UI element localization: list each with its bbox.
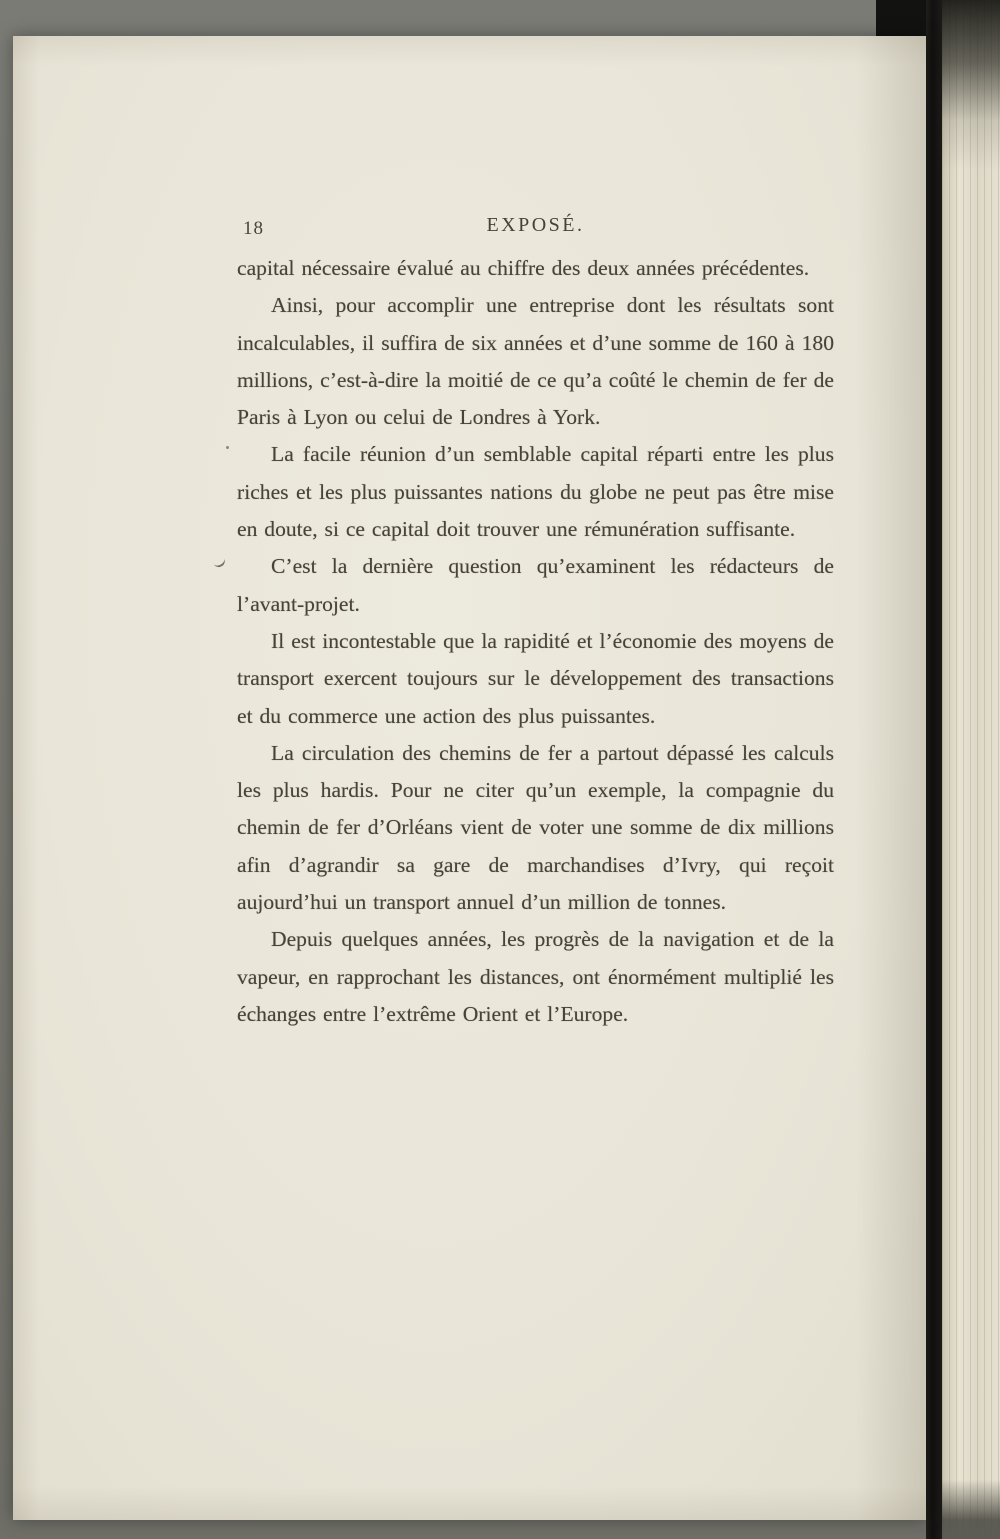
paragraph: Ainsi, pour accomplir une entreprise dont les résultats sont incalculables, il suffira de six années et d’une somme de 160 à 180 millions, c’est-à-dire la moitié de ce qu’a coûté le chemin de fer de Paris à Lyon ou celui de Londres à York. bbox=[237, 293, 834, 430]
adjacent-page-edge bbox=[942, 0, 1000, 1539]
paragraph: C’est la dernière question qu’examinent les rédacteurs de l’avant-projet. bbox=[237, 554, 834, 616]
body-text bbox=[237, 250, 834, 1033]
running-header: EXPOSÉ. bbox=[486, 214, 585, 236]
page-number: 18 bbox=[243, 218, 264, 239]
margin-ink-speck bbox=[226, 446, 229, 449]
book-page bbox=[13, 36, 926, 1520]
paragraph: capital nécessaire évalué au chiffre des deux années précédentes. bbox=[237, 256, 810, 280]
paragraph: Depuis quelques années, les progrès de la navigation et de la vapeur, en rapprochant les distances, ont énormément multiplié les échanges entre l’extrême Orient et l’Europe. bbox=[237, 927, 834, 1026]
paragraph: La circulation des chemins de fer a partout dépassé les calculs les plus hardis. Pour ne citer qu’un exemple, la compagnie du chemin de fer d’Orléans vient de voter une somme de dix millions afin d’agrandir sa gare de marchandises d’Ivry, qui reçoit aujourd’hui un transport annuel d’un million de tonnes. bbox=[237, 740, 834, 915]
margin-pencil-mark bbox=[211, 554, 227, 569]
paragraph: Il est incontestable que la rapidité et l’économie des moyens de transport exercent toujours sur le développement des transactions et du commerce une action des plus puissantes. bbox=[237, 628, 834, 728]
paragraph: La facile réunion d’un semblable capital réparti entre les plus riches et les plus puissantes nations du globe ne peut pas être mise en doute, si ce capital doit trouver une rémunération suffisante. bbox=[237, 442, 834, 542]
page-header-row bbox=[237, 214, 834, 244]
page-gutter-shadow bbox=[926, 0, 942, 1539]
